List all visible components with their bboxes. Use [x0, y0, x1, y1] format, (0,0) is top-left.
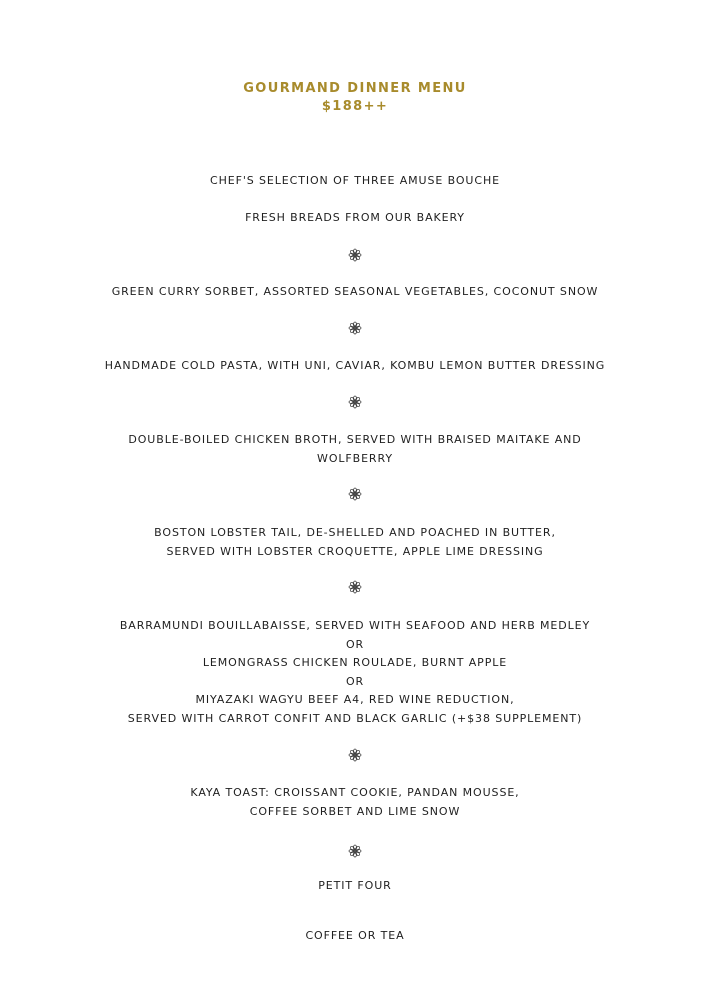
- course-line: LEMONGRASS CHICKEN ROULADE, BURNT APPLE: [202, 656, 508, 669]
- course-line: GREEN CURRY SORBET, ASSORTED SEASONAL VEGETABLES, COCONUT SNOW: [111, 285, 599, 298]
- course-line: COFFEE OR TEA: [305, 929, 405, 942]
- course-line: SERVED WITH CARROT CONFIT AND BLACK GARLIC (+$38 SUPPLEMENT): [127, 712, 583, 725]
- course-line: HANDMADE COLD PASTA, WITH UNI, CAVIAR, KOMBU LEMON BUTTER DRESSING: [104, 359, 606, 372]
- course-line: CHEF'S SELECTION OF THREE AMUSE BOUCHE: [210, 174, 500, 187]
- course-line: FRESH BREADS FROM OUR BAKERY: [245, 211, 465, 224]
- flower-ornament-icon: [348, 487, 362, 501]
- flower-ornament-icon: [348, 844, 362, 858]
- course-line: KAYA TOAST: CROISSANT COOKIE, PANDAN MOUSSE,: [190, 786, 520, 799]
- course-line: WOLFBERRY: [317, 452, 393, 465]
- course-line: PETIT FOUR: [318, 879, 392, 892]
- course-line: MIYAZAKI WAGYU BEEF A4, RED WINE REDUCTION,: [195, 693, 515, 706]
- course-line: SERVED WITH LOBSTER CROQUETTE, APPLE LIME DRESSING: [166, 545, 544, 558]
- course-line: COFFEE SORBET AND LIME SNOW: [249, 805, 461, 818]
- flower-ornament-icon: [348, 321, 362, 335]
- course-line: OR: [345, 638, 365, 651]
- flower-ornament-icon: [348, 580, 362, 594]
- flower-ornament-icon: [348, 748, 362, 762]
- course-line: DOUBLE-BOILED CHICKEN BROTH, SERVED WITH BRAISED MAITAKE AND: [128, 433, 582, 446]
- course-line: BOSTON LOBSTER TAIL, DE-SHELLED AND POACHED IN BUTTER,: [154, 526, 556, 539]
- menu-price: $188++: [321, 99, 389, 114]
- flower-ornament-icon: [348, 395, 362, 409]
- flower-ornament-icon: [348, 248, 362, 262]
- course-line: OR: [345, 675, 365, 688]
- course-line: BARRAMUNDI BOUILLABAISSE, SERVED WITH SEAFOOD AND HERB MEDLEY: [119, 619, 591, 632]
- menu-title: GOURMAND DINNER MENU: [243, 81, 467, 96]
